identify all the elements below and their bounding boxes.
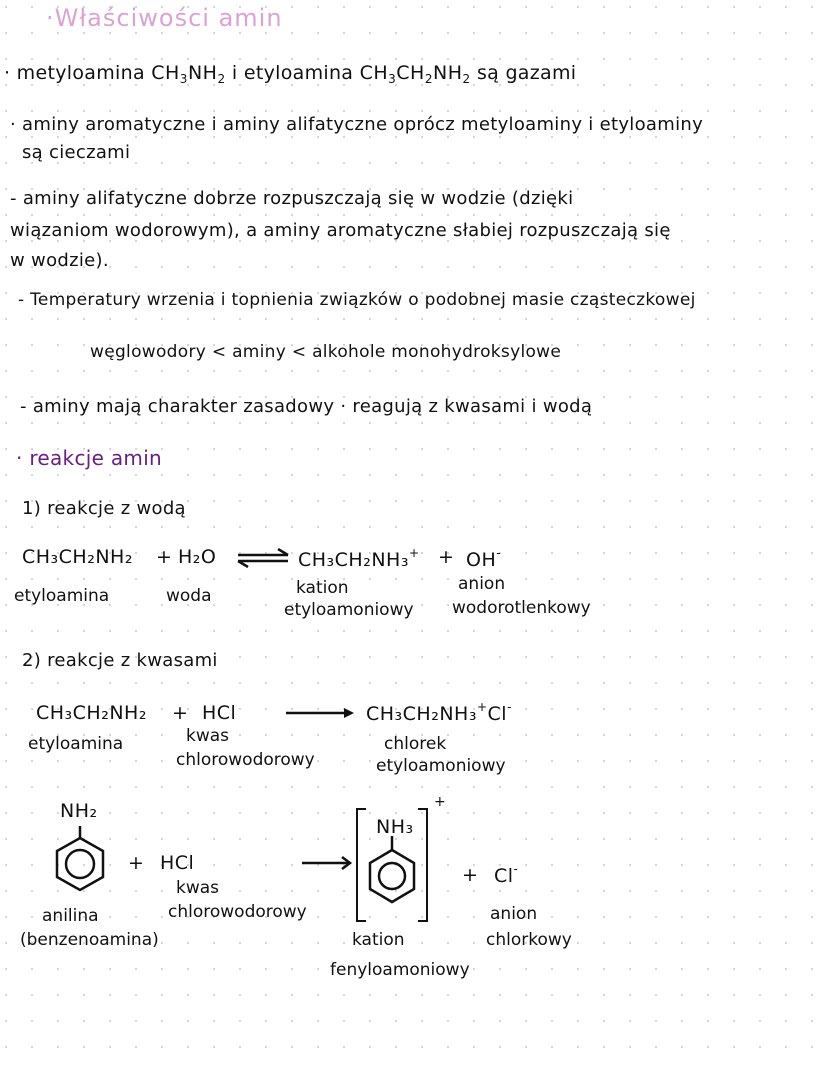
property-gases: [4, 62, 576, 86]
aniline-amino-group: NH₂: [60, 800, 98, 822]
text: i etyloamina: [225, 62, 360, 84]
cation-charge: +: [434, 794, 447, 810]
page-title: ·Właściwości amin: [46, 4, 283, 32]
plus-sign: +: [156, 546, 173, 568]
plus-sign: +: [438, 546, 455, 568]
label-water: woda: [166, 586, 212, 606]
label-aniline: anilina: [42, 906, 99, 926]
reaction1-reactant-water: H₂O: [178, 546, 217, 568]
label-anion: anion: [458, 574, 506, 594]
section-heading-reactions: · reakcje amin: [16, 446, 163, 470]
label-phenylammonium: fenyloamoniowy: [330, 960, 470, 980]
anilinium-ammonium-group: NH₃: [376, 816, 414, 838]
text: są gazami: [470, 62, 577, 84]
reaction-arrow-icon: [300, 856, 354, 870]
formula-ethylamine: $CH_3CH_2NH_2$: [359, 62, 471, 86]
property-solubility-3: w wodzie).: [10, 250, 109, 271]
reaction1-product-hydroxide: OH-: [466, 546, 502, 571]
reaction2-reactant-ethylamine: CH₃CH₂NH₂: [36, 702, 147, 724]
label-benzenamine: (benzenoamina): [20, 930, 159, 950]
text: · metyloamina: [4, 62, 145, 84]
label-cation: kation: [352, 930, 405, 950]
reaction1-reactant-ethylamine: CH₃CH₂NH₂: [22, 546, 133, 568]
property-basicity: - aminy mają charakter zasadowy · reagują z kwasami i wodą: [20, 396, 593, 417]
plus-sign: +: [462, 864, 479, 886]
label-chloride-anion: chlorkowy: [486, 930, 572, 950]
plus-sign: +: [128, 852, 145, 874]
label-chloride: chlorek: [384, 734, 447, 754]
reaction2-product-ethylammonium-chloride: CH₃CH₂NH₃+Cl-: [366, 700, 512, 725]
label-hydrochloric: chlorowodorowy: [176, 750, 315, 770]
label-anion: anion: [490, 904, 538, 924]
label-hydrochloric: chlorowodorowy: [168, 902, 307, 922]
property-temperatures: - Temperatury wrzenia i topnienia związków o podobnej masie cząsteczkowej: [18, 290, 696, 310]
left-bracket: [356, 808, 366, 922]
label-ethylamine: etyloamina: [28, 734, 124, 754]
equilibrium-arrow-icon: [234, 548, 292, 568]
label-ethylammonium: etyloamoniowy: [284, 600, 414, 620]
property-liquids-1: · aminy aromatyczne i aminy alifatyczne oprócz metyloaminy i etyloaminy: [10, 114, 704, 135]
label-acid: kwas: [186, 726, 230, 746]
label-acid: kwas: [176, 878, 220, 898]
benzene-ring-icon: [52, 826, 108, 894]
property-liquids-2: są cieczami: [22, 142, 131, 163]
label-hydroxide: wodorotlenkowy: [452, 598, 591, 618]
formula-methylamine: $CH_3NH_2$: [151, 62, 226, 86]
reaction1-label: 1) reakcje z wodą: [22, 498, 186, 519]
plus-sign: +: [172, 702, 189, 724]
benzene-ring-icon: [368, 836, 420, 912]
reaction3-product-chloride: Cl-: [494, 862, 519, 887]
label-ethylamine: etyloamina: [14, 586, 110, 606]
reaction2-reactant-hcl: HCl: [202, 702, 237, 724]
label-cation: kation: [296, 578, 349, 598]
reaction2-label: 2) reakcje z kwasami: [22, 650, 218, 671]
reaction3-reactant-hcl: HCl: [160, 852, 195, 874]
property-temperature-order: węglowodory < aminy < alkohole monohydroksylowe: [90, 342, 562, 362]
property-solubility-1: - aminy alifatyczne dobrze rozpuszczają się w wodzie (dzięki: [10, 188, 574, 209]
reaction-arrow-icon: [284, 706, 356, 720]
property-solubility-2: wiązaniom wodorowym), a aminy aromatyczne słabiej rozpuszczają się: [10, 220, 671, 241]
label-ethylammonium: etyloamoniowy: [376, 756, 506, 776]
reaction1-product-ethylammonium: CH₃CH₂NH₃+: [298, 546, 420, 571]
